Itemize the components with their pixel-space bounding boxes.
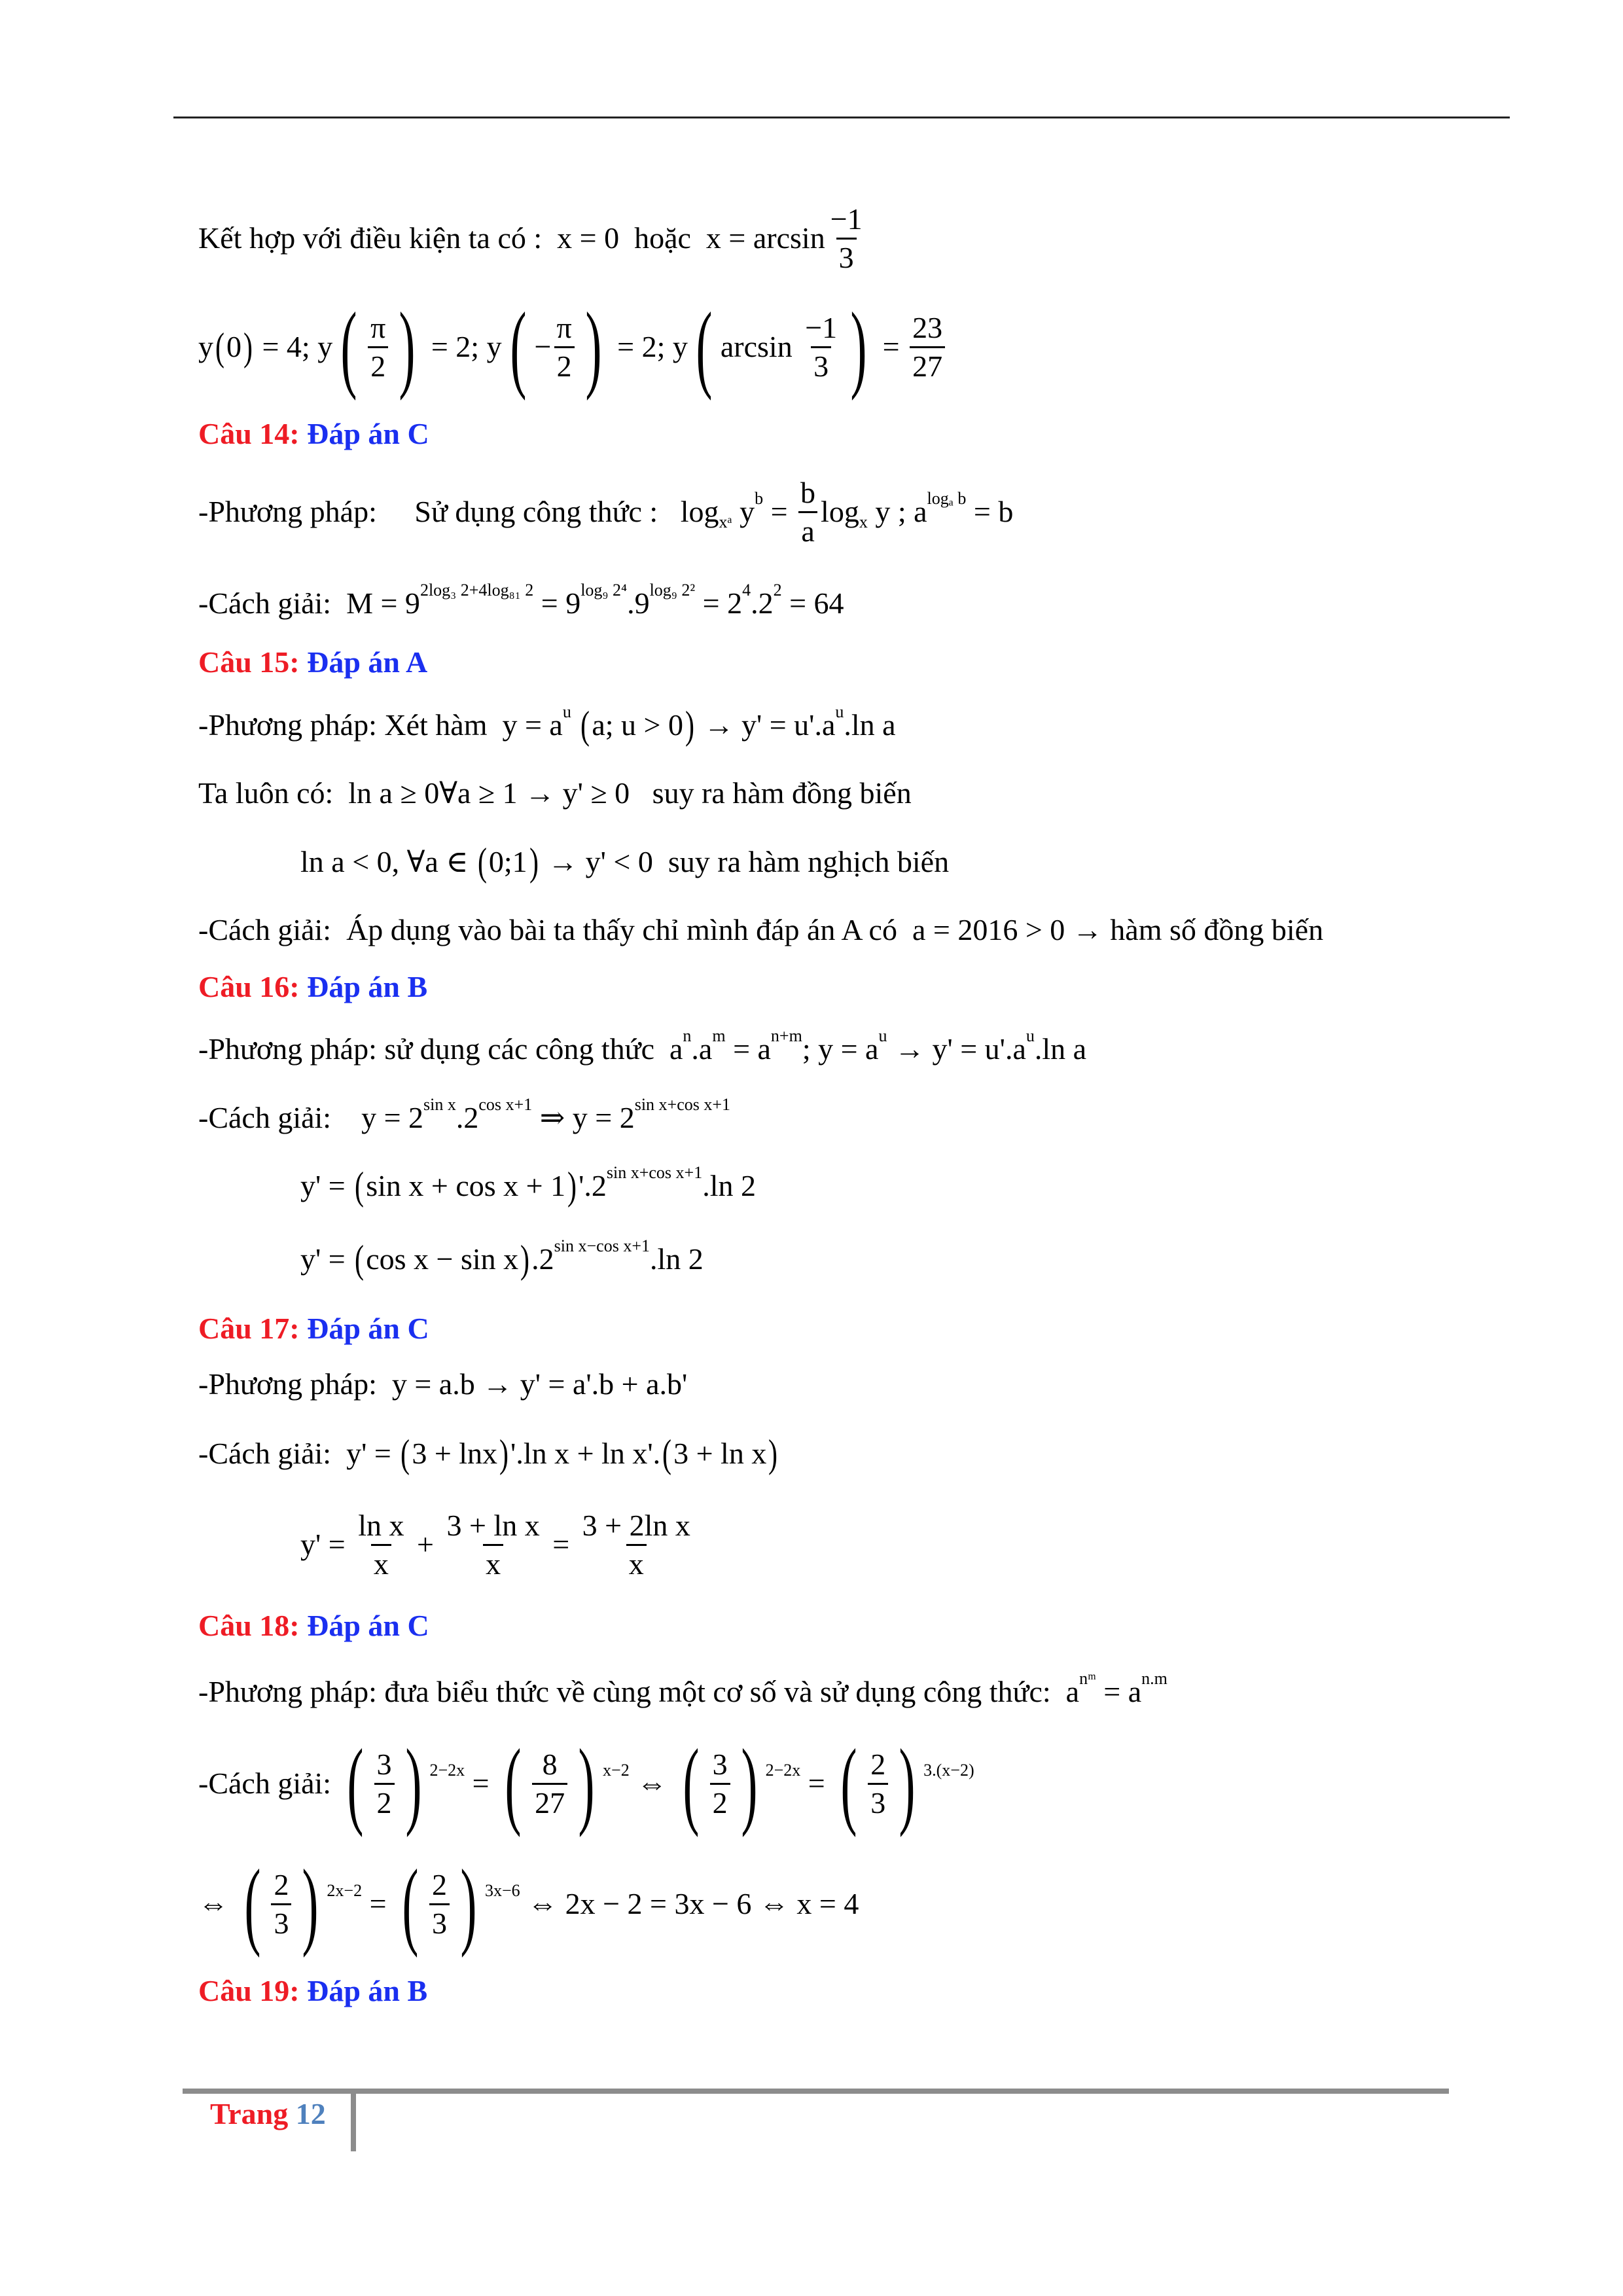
right-paren: ) bbox=[460, 1850, 477, 1958]
denominator: 27 bbox=[910, 346, 945, 385]
paren-content bbox=[865, 1746, 891, 1821]
text-line bbox=[300, 842, 949, 882]
parenthesis-group bbox=[339, 1729, 430, 1838]
text-run: = 2 bbox=[695, 586, 743, 620]
right-paren: ) bbox=[499, 1432, 509, 1475]
parenthesis-group bbox=[332, 293, 423, 401]
left-paren: ( bbox=[347, 1729, 364, 1838]
answer-label: Đáp án C bbox=[299, 417, 429, 450]
right-paren: ) bbox=[899, 1729, 916, 1838]
text-run bbox=[571, 706, 579, 745]
text-run: = 9 bbox=[533, 586, 581, 620]
paren-content bbox=[535, 310, 577, 385]
text-run: = bbox=[763, 495, 796, 528]
question-heading bbox=[198, 1606, 429, 1645]
text-run: = bbox=[800, 1767, 833, 1800]
denominator: 3 bbox=[271, 1903, 291, 1942]
left-paren: ( bbox=[477, 840, 487, 884]
text-line bbox=[198, 774, 912, 813]
paren-content bbox=[268, 1867, 294, 1942]
fraction bbox=[532, 1746, 567, 1821]
superscript: u bbox=[562, 702, 571, 721]
footer-divider bbox=[351, 2089, 356, 2151]
text-run: -Cách giải: Áp dụng vào bài ta thấy chỉ mình đáp án A có a = 2016 > 0 → hàm số đồng biến bbox=[198, 913, 1324, 946]
superscript: sin x+cos x+1 bbox=[634, 1095, 731, 1114]
parenthesis-group bbox=[832, 1729, 923, 1838]
denominator: x bbox=[371, 1544, 391, 1583]
superscript: 3.(x−2) bbox=[923, 1761, 974, 1780]
text-run: -Phương pháp: Xét hàm y = a bbox=[198, 708, 563, 742]
superscript: 3x−6 bbox=[484, 1881, 520, 1900]
math-line bbox=[198, 293, 948, 401]
text-run: y bbox=[198, 330, 213, 363]
text-run: a; u > 0 bbox=[592, 708, 683, 742]
denominator: x bbox=[626, 1544, 647, 1583]
left-paren: ( bbox=[580, 704, 590, 747]
text-run: = bbox=[875, 330, 908, 363]
subscript: x bbox=[859, 512, 868, 531]
text-run: = a bbox=[725, 1032, 771, 1066]
fraction bbox=[368, 310, 388, 385]
text-run: y bbox=[732, 495, 755, 528]
question-number: Câu 18: bbox=[198, 1609, 300, 1642]
left-paren: ( bbox=[510, 293, 527, 401]
right-paren: ) bbox=[741, 1729, 758, 1838]
superscript: n.m bbox=[1141, 1669, 1168, 1688]
text-run: sin x + cos x + 1 bbox=[366, 1169, 566, 1202]
superscript: u bbox=[1026, 1026, 1035, 1045]
text-line bbox=[198, 1365, 687, 1404]
subscript: xᵃ bbox=[719, 512, 732, 531]
parenthesis-group bbox=[660, 1434, 779, 1473]
paren-content bbox=[721, 310, 842, 385]
text-run: -Cách giải: bbox=[198, 1767, 339, 1800]
numerator: 8 bbox=[542, 1747, 558, 1781]
superscript: sin x−cos x+1 bbox=[554, 1236, 650, 1255]
right-paren: ) bbox=[578, 1729, 595, 1838]
left-paren: ( bbox=[662, 1432, 672, 1475]
text-run: ⇔ bbox=[198, 1887, 236, 1920]
numerator: π bbox=[556, 310, 572, 344]
denominator: 3 bbox=[811, 346, 831, 385]
fraction bbox=[828, 201, 865, 276]
paren-content bbox=[427, 1867, 452, 1942]
text-run: -Cách giải: y = 2 bbox=[198, 1101, 424, 1134]
text-line bbox=[198, 1669, 1168, 1712]
answer-label: Đáp án B bbox=[299, 1974, 428, 2007]
superscript: n+m bbox=[770, 1026, 802, 1045]
numerator: 3 bbox=[712, 1747, 728, 1781]
text-line bbox=[198, 1434, 779, 1473]
text-run: y' = bbox=[300, 1169, 353, 1202]
text-run: + bbox=[409, 1528, 442, 1561]
parenthesis-group bbox=[675, 1729, 766, 1838]
numerator: 3 + 2ln x bbox=[582, 1508, 690, 1542]
text-run: ; y = a bbox=[802, 1032, 879, 1066]
superscript: logₐ b bbox=[927, 489, 967, 508]
text-run: ⇔ 2x − 2 = 3x − 6 ⇔ x = 4 bbox=[520, 1887, 859, 1920]
text-run: .ln a bbox=[844, 708, 896, 742]
text-run: ⇒ y = 2 bbox=[532, 1101, 635, 1134]
left-paren: ( bbox=[696, 293, 713, 401]
math-line bbox=[300, 1163, 756, 1208]
text-run: y' = bbox=[300, 1528, 353, 1561]
paren-content bbox=[226, 327, 241, 367]
text-line bbox=[198, 581, 844, 623]
parenthesis-group bbox=[394, 1850, 485, 1958]
parenthesis-group bbox=[502, 293, 610, 401]
left-paren: ( bbox=[683, 1729, 700, 1838]
right-paren: ) bbox=[529, 840, 539, 884]
text-run: -Cách giải: M = 9 bbox=[198, 586, 420, 620]
numerator: 3 + ln x bbox=[446, 1508, 540, 1542]
fraction bbox=[271, 1867, 291, 1942]
paren-content bbox=[592, 706, 683, 745]
page-footer bbox=[210, 2096, 326, 2131]
text-run: y' = bbox=[300, 1242, 353, 1276]
text-run: 0;1 bbox=[488, 845, 527, 878]
denominator: 2 bbox=[554, 346, 575, 385]
text-line bbox=[198, 1026, 1087, 1069]
right-paren: ) bbox=[405, 1729, 422, 1838]
denominator: 3 bbox=[836, 238, 857, 276]
math-line bbox=[300, 1236, 704, 1281]
denominator: 27 bbox=[532, 1783, 567, 1821]
text-run: → y' = u'.a bbox=[696, 708, 836, 742]
text-run: = b bbox=[966, 495, 1014, 528]
right-paren: ) bbox=[567, 1164, 577, 1208]
fraction bbox=[580, 1507, 693, 1583]
left-paren: ( bbox=[243, 1850, 260, 1958]
header-rule bbox=[173, 117, 1510, 118]
superscript: log₉ 2⁴ bbox=[580, 581, 628, 600]
text-run: '.ln x + ln x'. bbox=[510, 1437, 661, 1470]
fraction bbox=[374, 1746, 395, 1821]
fraction bbox=[868, 1746, 888, 1821]
denominator: 3 bbox=[429, 1903, 450, 1942]
superscript: 2 bbox=[773, 581, 782, 600]
fraction bbox=[802, 310, 840, 385]
superscript: u bbox=[878, 1026, 887, 1045]
right-paren: ) bbox=[685, 704, 694, 747]
text-run: cos x − sin x bbox=[366, 1242, 519, 1276]
text-run: Ta luôn có: ln a ≥ 0∀a ≥ 1 → y' ≥ 0 suy ra hàm đồng biến bbox=[198, 776, 912, 810]
text-run: .2 bbox=[751, 586, 774, 620]
answer-label: Đáp án B bbox=[299, 970, 428, 1003]
numerator: 23 bbox=[912, 310, 943, 344]
numerator: π bbox=[370, 310, 386, 344]
superscript: 2log₃ 2+4log₈₁ 2 bbox=[419, 581, 534, 600]
text-run: − bbox=[534, 330, 552, 363]
parenthesis-group bbox=[353, 1166, 579, 1206]
page-number: 12 bbox=[295, 2097, 326, 2130]
text-run: = a bbox=[1096, 1675, 1142, 1708]
right-paren: ) bbox=[520, 1238, 530, 1281]
math-line bbox=[198, 1850, 859, 1958]
text-run: log bbox=[821, 495, 859, 528]
fraction bbox=[355, 1507, 406, 1583]
superscript: 2−2x bbox=[429, 1761, 465, 1780]
left-paren: ( bbox=[215, 325, 224, 368]
parenthesis-group bbox=[497, 1729, 603, 1838]
left-paren: ( bbox=[355, 1238, 365, 1281]
left-paren: ( bbox=[402, 1850, 419, 1958]
text-run: .ln 2 bbox=[702, 1169, 756, 1202]
fraction bbox=[429, 1867, 450, 1942]
superscript: sin x bbox=[423, 1095, 456, 1114]
denominator: 2 bbox=[368, 346, 388, 385]
text-run: -Cách giải: y' = bbox=[198, 1437, 399, 1470]
text-run: .2 bbox=[455, 1101, 479, 1134]
question-heading bbox=[198, 1309, 429, 1348]
parenthesis-group bbox=[688, 293, 875, 401]
numerator: 2 bbox=[274, 1867, 289, 1901]
text-run: = bbox=[465, 1767, 497, 1800]
denominator: a bbox=[798, 511, 817, 550]
question-number: Câu 14: bbox=[198, 417, 300, 450]
text-line bbox=[198, 702, 896, 747]
left-paren: ( bbox=[401, 1432, 410, 1475]
text-run: '.2 bbox=[579, 1169, 607, 1202]
parenthesis-group bbox=[353, 1240, 531, 1279]
superscript: x−2 bbox=[603, 1761, 630, 1780]
text-run: 3 + ln x bbox=[673, 1437, 767, 1470]
text-run: .9 bbox=[627, 586, 650, 620]
left-paren: ( bbox=[840, 1729, 857, 1838]
question-number: Câu 17: bbox=[198, 1312, 300, 1345]
left-paren: ( bbox=[505, 1729, 522, 1838]
paren-content bbox=[707, 1746, 733, 1821]
paren-content bbox=[366, 1240, 518, 1279]
text-line bbox=[198, 910, 1323, 950]
numerator: ln x bbox=[358, 1508, 404, 1542]
text-run: → y' < 0 suy ra hàm nghịch biến bbox=[540, 845, 950, 878]
paren-content bbox=[529, 1746, 570, 1821]
right-paren: ) bbox=[768, 1432, 778, 1475]
answer-label: Đáp án C bbox=[299, 1609, 429, 1642]
question-number: Câu 15: bbox=[198, 645, 300, 679]
text-run: = 64 bbox=[781, 586, 844, 620]
parenthesis-group bbox=[579, 706, 696, 745]
numerator: 2 bbox=[431, 1867, 447, 1901]
numerator: −1 bbox=[830, 202, 863, 236]
text-run: arcsin bbox=[720, 330, 800, 363]
numerator: 3 bbox=[376, 1747, 392, 1781]
numerator: b bbox=[800, 475, 816, 509]
superscript: 2x−2 bbox=[327, 1881, 363, 1900]
superscript: nᵐ bbox=[1079, 1669, 1096, 1688]
paren-content bbox=[489, 842, 527, 882]
text-run: Kết hợp với điều kiện ta có : x = 0 hoặc x = arcsin bbox=[198, 221, 825, 255]
text-run: .ln 2 bbox=[649, 1242, 704, 1276]
text-run: 3 + lnx bbox=[412, 1437, 498, 1470]
footer-rule bbox=[183, 2089, 1449, 2094]
superscript: cos x+1 bbox=[478, 1095, 533, 1114]
fraction bbox=[554, 310, 574, 385]
text-run: → y' = u'.a bbox=[887, 1032, 1026, 1066]
parenthesis-group bbox=[399, 1434, 510, 1473]
numerator: −1 bbox=[805, 310, 838, 344]
superscript: m bbox=[712, 1026, 726, 1045]
superscript: b bbox=[755, 489, 764, 508]
fraction bbox=[798, 475, 818, 550]
question-heading bbox=[198, 967, 427, 1007]
denominator: x bbox=[483, 1544, 503, 1583]
paren-content bbox=[366, 1166, 565, 1206]
text-line bbox=[198, 202, 868, 274]
question-number: Câu 16: bbox=[198, 970, 300, 1003]
parenthesis-group bbox=[476, 842, 541, 882]
math-line bbox=[300, 1508, 696, 1581]
text-run: -Phương pháp: y = a.b → y' = a'.b + a.b' bbox=[198, 1367, 688, 1401]
parenthesis-group bbox=[236, 1850, 327, 1958]
answer-label: Đáp án C bbox=[299, 1312, 429, 1345]
question-heading bbox=[198, 414, 429, 454]
question-heading bbox=[198, 1971, 427, 2011]
fraction bbox=[910, 310, 945, 385]
text-run: ⇔ bbox=[629, 1767, 675, 1800]
text-run: .2 bbox=[531, 1242, 554, 1276]
text-run: = bbox=[544, 1528, 577, 1561]
right-paren: ) bbox=[302, 1850, 319, 1958]
text-line bbox=[198, 475, 1014, 548]
superscript: log₉ 2² bbox=[649, 581, 696, 600]
fraction bbox=[444, 1507, 542, 1583]
parenthesis-group bbox=[213, 327, 255, 367]
superscript: n bbox=[683, 1026, 692, 1045]
right-paren: ) bbox=[850, 293, 867, 401]
text-run: = 4; y bbox=[254, 330, 333, 363]
text-line bbox=[198, 1095, 731, 1138]
numerator: 2 bbox=[870, 1747, 886, 1781]
question-number: Câu 19: bbox=[198, 1974, 300, 2007]
paren-content bbox=[412, 1434, 497, 1473]
paren-content bbox=[372, 1746, 397, 1821]
text-run: -Phương pháp: đưa biểu thức về cùng một cơ số và sử dụng công thức: a bbox=[198, 1675, 1080, 1708]
paren-content bbox=[365, 310, 391, 385]
text-run: 0 bbox=[226, 330, 241, 363]
fraction bbox=[710, 1746, 730, 1821]
superscript: u bbox=[835, 702, 844, 721]
page-label: Trang bbox=[210, 2097, 289, 2130]
text-run: = bbox=[362, 1887, 395, 1920]
left-paren: ( bbox=[340, 293, 357, 401]
text-run: -Phương pháp: Sử dụng công thức : log bbox=[198, 495, 719, 528]
superscript: sin x+cos x+1 bbox=[606, 1163, 703, 1182]
right-paren: ) bbox=[243, 325, 253, 368]
text-run: -Phương pháp: sử dụng các công thức a bbox=[198, 1032, 683, 1066]
text-run: .ln a bbox=[1034, 1032, 1087, 1066]
superscript: 4 bbox=[742, 581, 751, 600]
math-line bbox=[198, 1729, 974, 1838]
text-run: = 2; y bbox=[609, 330, 688, 363]
text-run: .a bbox=[691, 1032, 713, 1066]
left-paren: ( bbox=[355, 1164, 365, 1208]
denominator: 2 bbox=[374, 1783, 395, 1821]
text-run: ln a < 0, ∀a ∈ bbox=[300, 845, 476, 878]
question-heading bbox=[198, 643, 427, 682]
answer-label: Đáp án A bbox=[299, 645, 428, 679]
paren-content bbox=[673, 1434, 766, 1473]
right-paren: ) bbox=[399, 293, 416, 401]
superscript: 2−2x bbox=[765, 1761, 801, 1780]
text-run: y ; a bbox=[867, 495, 927, 528]
text-run: = 2; y bbox=[423, 330, 502, 363]
right-paren: ) bbox=[585, 293, 602, 401]
denominator: 2 bbox=[710, 1783, 730, 1821]
denominator: 3 bbox=[868, 1783, 888, 1821]
